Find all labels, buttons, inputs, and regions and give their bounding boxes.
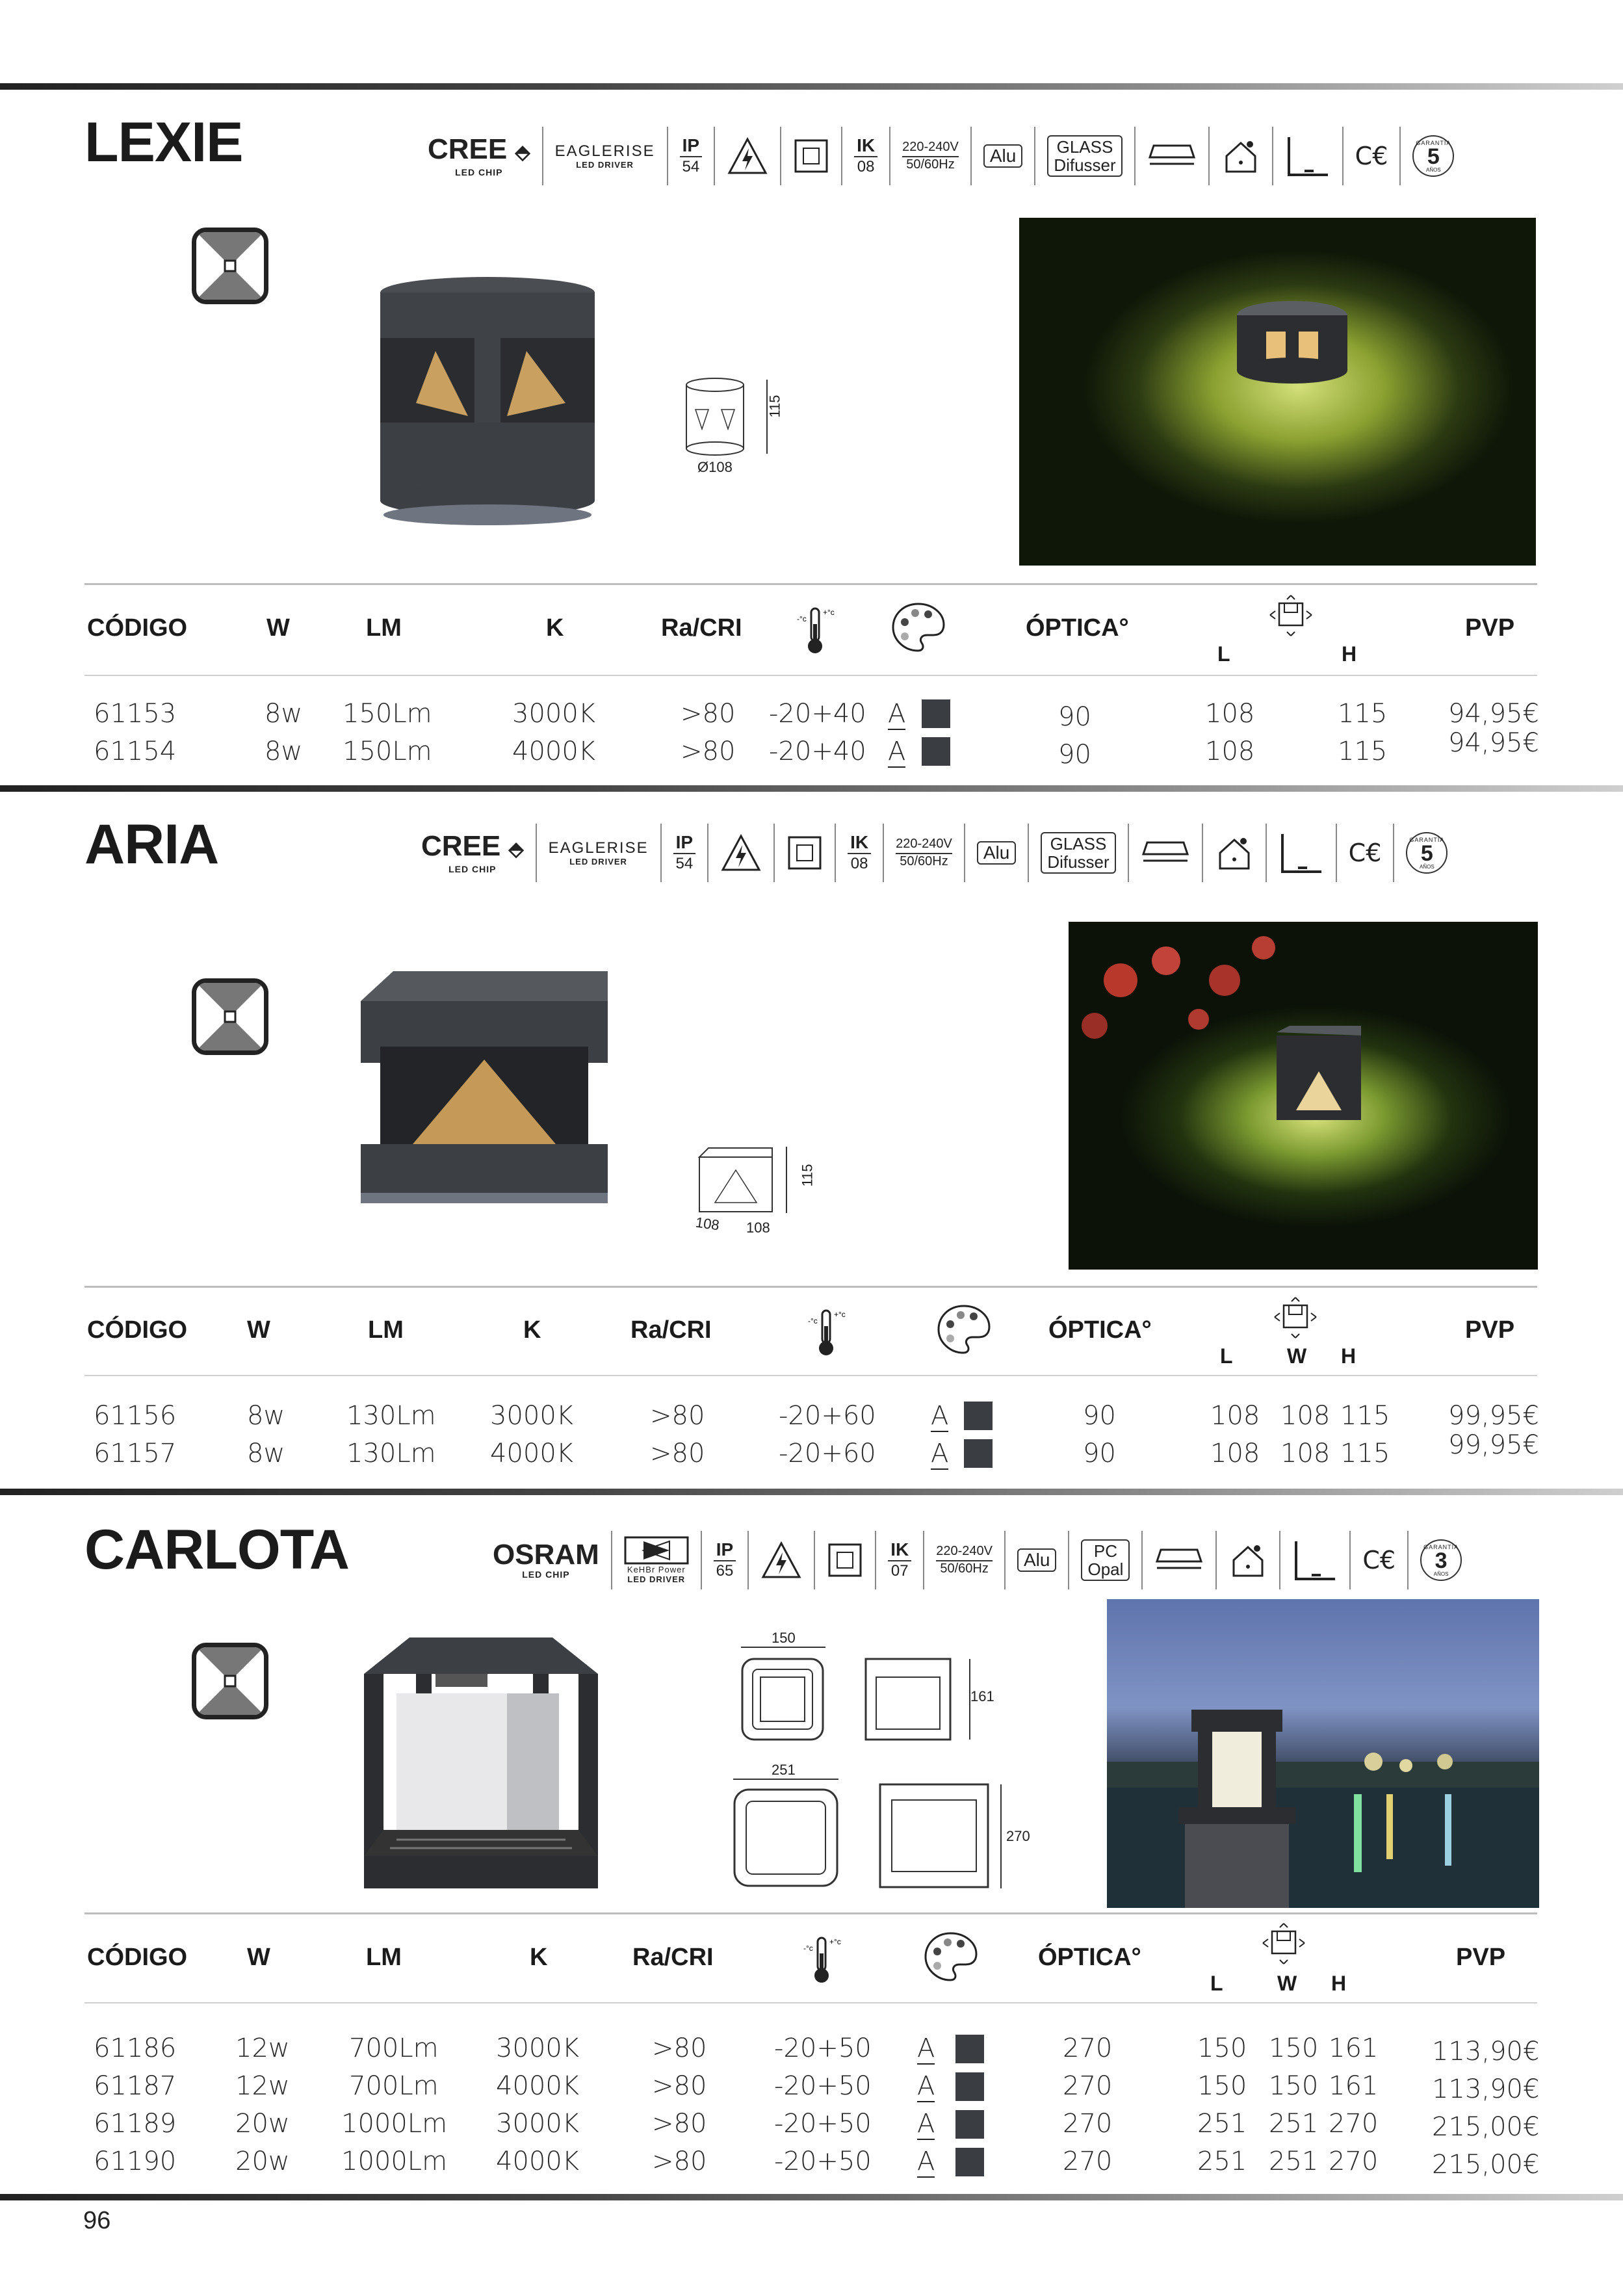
product-image-aria (354, 969, 614, 1229)
cell-color: A (917, 2071, 935, 2101)
cell-code: 61157 (94, 1439, 177, 1468)
cell-code: 61153 (94, 699, 177, 729)
header-w: W (247, 1944, 270, 1971)
header-w: W (247, 1316, 270, 1344)
warranty-label: GARANTÍA (1423, 1543, 1459, 1550)
cell-h: 161 (1329, 2071, 1379, 2101)
header-codigo: CÓDIGO (87, 614, 188, 642)
warranty-badge (1394, 824, 1459, 882)
dimension-height-small: 161 (970, 1688, 994, 1704)
header-w: W (266, 614, 290, 642)
cell-w-dim: 150 (1269, 2071, 1319, 2101)
chip-brand-name: CREE ⬘ (428, 133, 530, 165)
ip-value: 65 (716, 1562, 734, 1580)
table-top-rule (84, 583, 1537, 585)
cell-color: A (917, 2146, 935, 2176)
cell-h: 270 (1329, 2109, 1379, 2139)
material-badge (965, 824, 1029, 882)
ip-rating (702, 1531, 749, 1589)
voltage-info (924, 1531, 1006, 1589)
voltage: 220-240V (896, 837, 952, 854)
driver-brand-sub: LED DRIVER (627, 1574, 686, 1584)
warranty-label: GARANTÍA (1416, 139, 1451, 146)
cell-temp: -20+60 (779, 1439, 876, 1468)
section-divider-aria (0, 785, 1623, 792)
beam-pattern-icon (192, 978, 268, 1055)
cell-kelvin: 3000K (512, 699, 596, 729)
ip-label: IP (673, 832, 695, 854)
cell-lumen: 150Lm (343, 699, 432, 729)
driver-logo-icon (624, 1536, 689, 1565)
material-badge (972, 127, 1035, 185)
warranty-label: GARANTÍA (1409, 836, 1445, 843)
cell-h: 115 (1340, 1439, 1390, 1468)
surface-mount-icon (1143, 1531, 1217, 1589)
electric-class-icon (715, 127, 781, 185)
thermometer-icon (798, 1934, 844, 1986)
cell-pvp: 113,90€ (1432, 2074, 1540, 2104)
cell-optic: 90 (1058, 740, 1091, 770)
product-title-carlota: CARLOTA (84, 1519, 350, 1581)
cell-optic: 270 (1063, 2033, 1113, 2063)
warranty-unit: AÑOS (1426, 166, 1441, 173)
header-cri: Ra/CRI (632, 1944, 714, 1971)
header-cri: Ra/CRI (630, 1316, 712, 1344)
cell-watt: 12w (235, 2033, 290, 2063)
chip-brand-sub: LED CHIP (522, 1569, 570, 1580)
surface-mount-icon (1136, 127, 1210, 185)
warranty-unit: AÑOS (1420, 863, 1435, 870)
electric-class-icon (749, 1531, 815, 1589)
dimension-width-large: 251 (772, 1762, 796, 1778)
cell-code: 61190 (94, 2146, 177, 2176)
diffuser: GLASS Difusser (1041, 832, 1115, 874)
header-l: L (1210, 1972, 1223, 1995)
header-optica: ÓPTICA° (1048, 1316, 1152, 1344)
section-divider-top (0, 83, 1623, 90)
color-swatch (964, 1402, 993, 1430)
color-palette-icon (936, 1303, 992, 1355)
voltage: 220-240V (902, 140, 959, 157)
cell-code: 61186 (94, 2033, 177, 2063)
driver-brand-name: EAGLERISE (554, 142, 655, 160)
chip-brand-name: OSRAM (493, 1539, 599, 1571)
diffuser-badge (1029, 824, 1128, 882)
cell-color: A (888, 699, 906, 729)
dimension-length-aria: 108 (694, 1214, 721, 1234)
product-image-carlota (357, 1635, 604, 1895)
ce-mark-icon: C€ (1351, 1531, 1409, 1589)
chip-brand-sub: LED CHIP (455, 166, 503, 177)
cell-w-dim: 251 (1269, 2146, 1319, 2176)
driver-brand (537, 824, 662, 882)
header-codigo: CÓDIGO (87, 1944, 188, 1971)
cell-temp: -20+60 (779, 1401, 876, 1431)
ip-label: IP (714, 1539, 736, 1561)
cell-optic: 270 (1063, 2146, 1113, 2176)
frequency: 50/60Hz (906, 157, 955, 172)
header-w-dim: W (1287, 1344, 1307, 1368)
cell-kelvin: 4000K (490, 1439, 574, 1468)
cell-pvp: 94,95€ (1448, 699, 1539, 729)
cell-optic: 270 (1063, 2109, 1113, 2139)
outdoor-house-icon (1217, 1531, 1280, 1589)
header-pvp: PVP (1465, 1316, 1515, 1344)
header-h: H (1342, 642, 1357, 666)
ik-rating (876, 1531, 924, 1589)
spec-icon-strip-lexie (416, 124, 1466, 189)
bollard-icon (1267, 824, 1337, 882)
cell-lumen: 700Lm (349, 2071, 439, 2101)
beam-pattern-icon (192, 1643, 268, 1719)
ambient-photo-lexie (1019, 218, 1536, 566)
product-title-lexie: LEXIE (84, 111, 243, 174)
header-lm: LM (366, 614, 402, 642)
cell-lumen: 1000Lm (341, 2109, 448, 2139)
cell-kelvin: 4000K (496, 2071, 580, 2101)
cell-l: 108 (1210, 1401, 1260, 1431)
driver-brand-name: KeHBr Power (627, 1565, 686, 1574)
thermometer-icon (792, 605, 837, 657)
cell-optic: 90 (1083, 1439, 1116, 1468)
cell-kelvin: 4000K (496, 2146, 580, 2176)
dimensions-icon (1266, 593, 1316, 638)
cell-cri: >80 (650, 1401, 705, 1431)
cell-watt: 8w (247, 1401, 285, 1431)
dimension-diameter-lexie: Ø108 (697, 459, 733, 475)
ip-rating (668, 127, 715, 185)
ik-rating (836, 824, 884, 882)
cell-temp: -20+50 (774, 2071, 872, 2101)
header-codigo: CÓDIGO (87, 1316, 188, 1344)
color-swatch (955, 2072, 984, 2101)
ambient-photo-carlota (1107, 1599, 1539, 1908)
bollard-icon (1273, 127, 1344, 185)
color-swatch (955, 2035, 984, 2063)
voltage-info (890, 127, 972, 185)
header-h: H (1331, 1972, 1347, 1995)
warranty-years: 5 (1420, 841, 1433, 866)
warranty-unit: AÑOS (1433, 1571, 1449, 1577)
product-title-aria: ARIA (84, 813, 219, 876)
diffuser: GLASS Difusser (1047, 135, 1122, 177)
cell-pvp: 215,00€ (1432, 2150, 1540, 2180)
cell-cri: >80 (652, 2146, 707, 2176)
ik-value: 08 (850, 855, 868, 872)
material-badge (1006, 1531, 1069, 1589)
cell-w-dim: 108 (1280, 1401, 1331, 1431)
class-ii-icon (781, 127, 842, 185)
svg-text:+°c: +°c (829, 1937, 841, 1946)
cell-color: A (917, 2033, 935, 2063)
cell-l: 150 (1197, 2033, 1247, 2063)
dimensions-icon (1259, 1921, 1308, 1966)
section-divider-carlota (0, 1489, 1623, 1495)
dimension-drawing-carlota-small (728, 1638, 981, 1762)
cell-kelvin: 4000K (512, 737, 596, 766)
cell-w-dim: 150 (1269, 2033, 1319, 2063)
table-header-rule (84, 1375, 1537, 1376)
cell-watt: 20w (235, 2146, 290, 2176)
cell-code: 61189 (94, 2109, 177, 2139)
dimension-drawing-lexie (682, 377, 793, 462)
dimension-height-aria: 115 (799, 1164, 816, 1187)
header-pvp: PVP (1456, 1944, 1506, 1971)
warranty-badge (1401, 127, 1466, 185)
cell-color: A (917, 2109, 935, 2139)
ik-rating (842, 127, 890, 185)
ip-value: 54 (682, 158, 700, 176)
cell-l: 108 (1205, 737, 1255, 766)
bollard-icon (1280, 1531, 1351, 1589)
cell-watt: 20w (235, 2109, 290, 2139)
color-palette-icon (923, 1931, 979, 1983)
product-image-lexie (377, 273, 598, 533)
ik-value: 07 (890, 1562, 909, 1580)
cell-cri: >80 (681, 699, 736, 729)
cell-pvp: 215,00€ (1432, 2112, 1540, 2142)
cell-h: 270 (1329, 2146, 1379, 2176)
voltage: 220-240V (936, 1544, 993, 1561)
color-swatch (922, 737, 950, 766)
svg-text:-°c: -°c (797, 614, 807, 623)
warranty-badge (1409, 1531, 1474, 1589)
cell-lumen: 150Lm (343, 737, 432, 766)
table-header-rule (84, 2002, 1537, 2003)
cell-h: 115 (1338, 699, 1388, 729)
cell-kelvin: 3000K (496, 2109, 580, 2139)
cell-l: 251 (1197, 2146, 1247, 2176)
cell-lumen: 700Lm (349, 2033, 439, 2063)
color-palette-icon (890, 601, 946, 653)
dimension-height-large: 270 (1006, 1828, 1030, 1844)
table-top-rule (84, 1286, 1537, 1288)
cell-watt: 8w (265, 737, 303, 766)
electric-class-icon (708, 824, 775, 882)
material: Alu (983, 144, 1022, 168)
header-k: K (530, 1944, 548, 1971)
cell-temp: -20+40 (769, 699, 866, 729)
cell-pvp: 113,90€ (1432, 2037, 1540, 2067)
cell-kelvin: 3000K (490, 1401, 574, 1431)
cell-code: 61154 (94, 737, 177, 766)
warranty-years: 3 (1435, 1548, 1448, 1573)
spec-icon-strip-aria (409, 820, 1459, 885)
page-number: 96 (83, 2207, 111, 2234)
svg-text:-°c: -°c (808, 1316, 818, 1325)
cell-cri: >80 (652, 2071, 707, 2101)
cell-kelvin: 3000K (496, 2033, 580, 2063)
cell-cri: >80 (652, 2033, 707, 2063)
cell-l: 108 (1205, 699, 1255, 729)
cell-h: 115 (1338, 737, 1388, 766)
cell-optic: 90 (1083, 1401, 1116, 1431)
cell-code: 61187 (94, 2071, 177, 2101)
color-swatch (955, 2110, 984, 2139)
footer-divider (0, 2194, 1623, 2200)
cell-w-dim: 251 (1269, 2109, 1319, 2139)
chip-brand (481, 1531, 612, 1589)
cell-optic: 90 (1058, 702, 1091, 732)
header-lm: LM (366, 1944, 402, 1971)
class-ii-icon (815, 1531, 876, 1589)
ip-value: 54 (675, 855, 694, 872)
ik-label: IK (848, 832, 871, 854)
color-swatch (964, 1439, 993, 1468)
dimension-width-aria: 108 (746, 1220, 770, 1236)
driver-brand-sub: LED DRIVER (576, 159, 634, 170)
dimension-width-small: 150 (772, 1630, 796, 1646)
color-swatch (922, 699, 950, 728)
spec-icon-strip-carlota (481, 1528, 1474, 1593)
beam-pattern-icon (192, 228, 268, 304)
cell-cri: >80 (650, 1439, 705, 1468)
ce-mark-icon: C€ (1344, 127, 1401, 185)
cell-pvp: 99,95€ (1448, 1430, 1539, 1460)
header-pvp: PVP (1465, 614, 1515, 642)
cell-cri: >80 (681, 737, 736, 766)
header-optica: ÓPTICA° (1038, 1944, 1141, 1971)
table-top-rule (84, 1912, 1537, 1914)
svg-text:-°c: -°c (803, 1944, 813, 1953)
warranty-years: 5 (1427, 144, 1440, 169)
material: Alu (977, 841, 1016, 865)
driver-brand-name: EAGLERISE (548, 839, 649, 857)
chip-brand (416, 127, 543, 185)
cell-watt: 8w (247, 1439, 285, 1468)
ik-label: IK (854, 135, 877, 157)
outdoor-house-icon (1203, 824, 1267, 882)
header-lm: LM (368, 1316, 404, 1344)
cell-color: A (888, 737, 906, 766)
diffuser-badge (1069, 1531, 1143, 1589)
cell-l: 150 (1197, 2071, 1247, 2101)
cell-color: A (931, 1439, 949, 1468)
ip-rating (662, 824, 708, 882)
chip-brand (409, 824, 537, 882)
cell-cri: >80 (652, 2109, 707, 2139)
cell-temp: -20+50 (774, 2109, 872, 2139)
cell-temp: -20+50 (774, 2033, 872, 2063)
ce-mark-icon: C€ (1337, 824, 1395, 882)
surface-mount-icon (1129, 824, 1203, 882)
frequency: 50/60Hz (900, 854, 948, 868)
cell-h: 115 (1340, 1401, 1390, 1431)
thermometer-icon (803, 1307, 848, 1359)
cell-color: A (931, 1401, 949, 1431)
driver-brand (543, 127, 668, 185)
cell-pvp: 94,95€ (1448, 728, 1539, 758)
svg-text:+°c: +°c (834, 1310, 846, 1319)
cell-temp: -20+40 (769, 737, 866, 766)
header-l: L (1217, 642, 1230, 666)
header-k: K (546, 614, 564, 642)
class-ii-icon (775, 824, 836, 882)
cell-l: 108 (1210, 1439, 1260, 1468)
cell-w-dim: 108 (1280, 1439, 1331, 1468)
dimension-drawing-carlota-large (728, 1771, 1007, 1895)
header-cri: Ra/CRI (661, 614, 742, 642)
ik-label: IK (888, 1539, 911, 1561)
voltage-info (884, 824, 965, 882)
dimension-height-lexie: 115 (766, 395, 783, 418)
table-header-rule (84, 675, 1537, 676)
cell-watt: 12w (235, 2071, 290, 2101)
cell-lumen: 130Lm (346, 1401, 436, 1431)
outdoor-house-icon (1210, 127, 1273, 185)
header-l: L (1220, 1344, 1233, 1368)
driver-brand-sub: LED DRIVER (569, 856, 627, 867)
chip-brand-sub: LED CHIP (448, 863, 497, 874)
cell-lumen: 1000Lm (341, 2146, 448, 2176)
material: Alu (1017, 1548, 1056, 1572)
ik-value: 08 (857, 158, 875, 176)
header-k: K (523, 1316, 541, 1344)
svg-text:+°c: +°c (823, 608, 835, 617)
diffuser: PC Opal (1081, 1539, 1130, 1581)
cell-code: 61156 (94, 1401, 177, 1431)
diffuser-badge (1035, 127, 1135, 185)
cell-l: 251 (1197, 2109, 1247, 2139)
cell-optic: 270 (1063, 2071, 1113, 2101)
ambient-photo-aria (1069, 922, 1538, 1270)
ip-label: IP (680, 135, 702, 157)
cell-watt: 8w (265, 699, 303, 729)
dimensions-icon (1271, 1295, 1320, 1340)
driver-brand (612, 1531, 702, 1589)
header-h: H (1341, 1344, 1357, 1368)
cell-h: 161 (1329, 2033, 1379, 2063)
header-optica: ÓPTICA° (1026, 614, 1129, 642)
frequency: 50/60Hz (940, 1561, 989, 1576)
chip-brand-name: CREE ⬘ (421, 829, 524, 862)
color-swatch (955, 2148, 984, 2176)
cell-pvp: 99,95€ (1448, 1401, 1539, 1431)
header-w-dim: W (1277, 1972, 1297, 1995)
cell-lumen: 130Lm (346, 1439, 436, 1468)
cell-temp: -20+50 (774, 2146, 872, 2176)
